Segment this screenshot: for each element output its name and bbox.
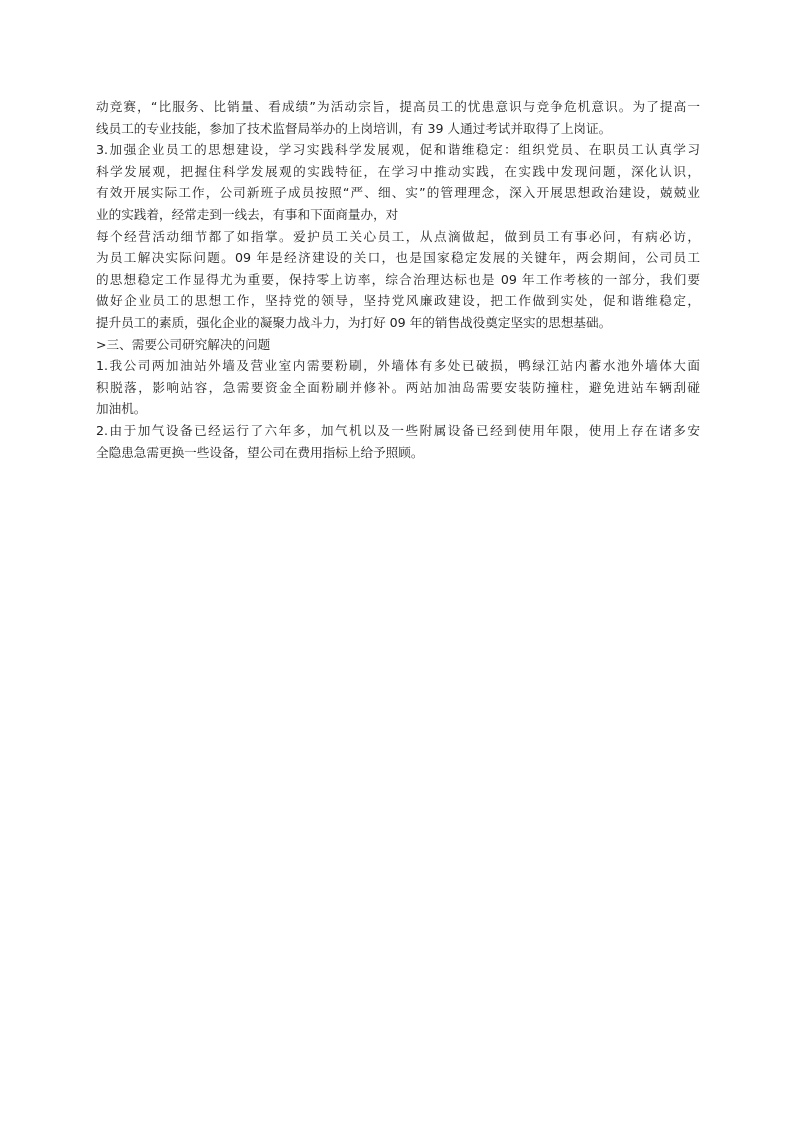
body-text-line: 2.由于加气设备已经运行了六年多，加气机以及一些附属设备已经到使用年限，使用上存在诸多安 xyxy=(96,422,700,438)
document-body xyxy=(96,96,700,463)
body-text-line: 3.加强企业员工的思想建设，学习实践科学发展观，促和谐维稳定：组织党员、在职员工认真学习 xyxy=(96,142,700,158)
body-text-line: 全隐患急需更换一些设备，望公司在费用指标上给予照顾。 xyxy=(96,444,424,460)
body-text-line: 1.我公司两加油站外墙及营业室内需要粉刷，外墙体有多处已破损，鸭绿江站内蓄水池外墙体大面 xyxy=(96,358,700,374)
body-text-line: 科学发展观，把握住科学发展观的实践特征，在学习中推动实践，在实践中发现问题，深化认识， xyxy=(96,163,700,179)
body-text-line: 的思想稳定工作显得尤为重要，保持零上访率，综合治理达标也是 09 年工作考核的一部分，我们要 xyxy=(96,271,700,287)
body-text-line: 加油机。 xyxy=(96,401,147,417)
body-text-line: 动竞赛，“比服务、比销量、看成绩”为活动宗旨，提高员工的忧患意识与竞争危机意识。为了提高一 xyxy=(96,99,700,114)
body-text-line: 为员工解决实际问题。09 年是经济建设的关口，也是国家稳定发展的关键年，两会期间，公司员工 xyxy=(96,250,700,266)
section-heading: >三、需要公司研究解决的问题 xyxy=(96,336,271,352)
body-text-line: 积脱落，影响站容，急需要资金全面粉刷并修补。两站加油岛需要安装防撞柱，避免进站车辆刮碰 xyxy=(96,379,700,395)
body-text-line: 每个经营活动细节都了如指掌。爱护员工关心员工，从点滴做起，做到员工有事必问，有病必访， xyxy=(96,228,700,244)
body-text-line: 有效开展实际工作，公司新班子成员按照“严、细、实”的管理理念，深入开展思想政治建设，兢兢业 xyxy=(96,185,700,201)
body-text-line: 做好企业员工的思想工作，坚持党的领导，坚持党风廉政建设，把工作做到实处，促和谐维稳定， xyxy=(96,293,700,309)
body-text-line: 提升员工的素质，强化企业的凝聚力战斗力，为打好 09 年的销售战役奠定坚实的思想基础。 xyxy=(96,314,612,330)
body-text-line: 线员工的专业技能，参加了技术监督局举办的上岗培训，有 39 人通过考试并取得了上岗证。 xyxy=(96,120,612,136)
body-text-line: 业的实践着，经常走到一线去，有事和下面商量办，对 xyxy=(96,206,399,222)
